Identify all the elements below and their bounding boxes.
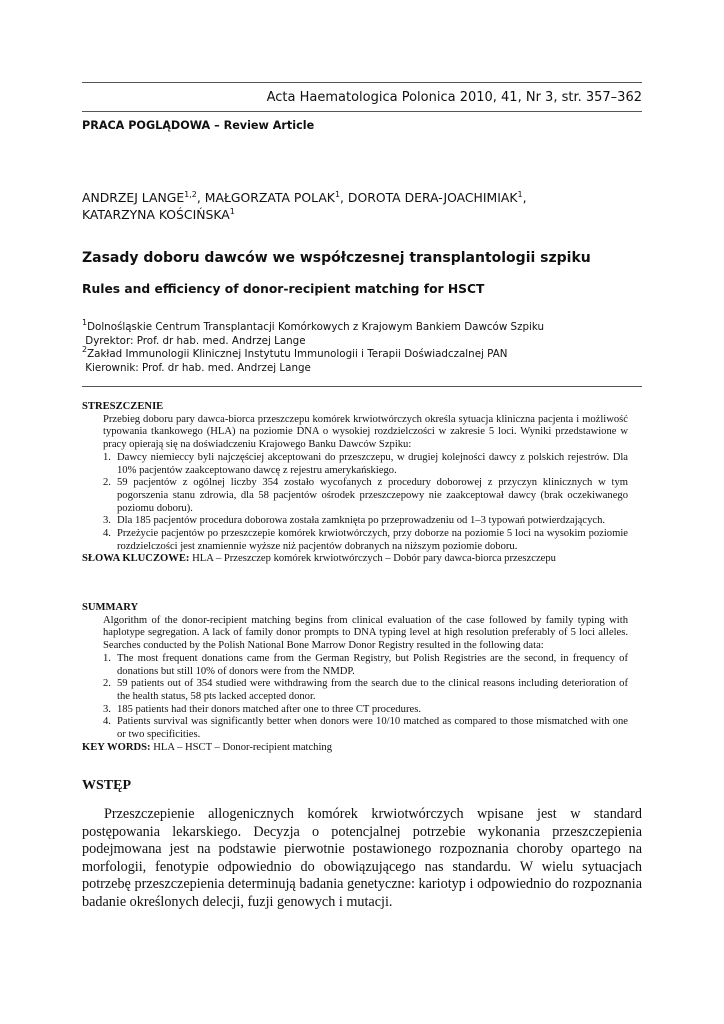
- list-item: [103, 528, 628, 553]
- affiliation-mark: 1: [82, 318, 88, 327]
- author-affiliation-mark: 1: [229, 206, 235, 216]
- header-rule: [82, 111, 642, 112]
- affiliation-mark: 2: [82, 345, 88, 355]
- body-paragraph: Przeszczepienie allogenicznych komórek krwiotwórczych wpisane jest w standard postępowania lekarskiego. Decyzja o potencjalnej potrzebie wykonania przeszczepienia podejmowana jest na podstawie pierwotnie postawionego rozpoznania choroby opartego na morfologii, fenotypie odpowiednio do obowiązującego nas standardu. W wielu sytuacjach potrzebę przeszczepienia determinują badania genetyczne: kariotyp i odpowiednio do rozpoznania badanie określonych delecji, fuzji genowych i mutacji.: [82, 806, 642, 910]
- list-text: Dla 185 pacjentów procedura doborowa została zamknięta po przeprowadzeniu od 1–3 typowań potwierdzających.: [117, 515, 606, 527]
- author-name: KATARZYNA KOŚCIŃSKA: [82, 206, 230, 222]
- author-affiliation-mark: 1: [334, 190, 341, 199]
- list-number: 2.: [103, 477, 111, 489]
- list-number: 1.: [103, 652, 111, 664]
- author-affiliation-mark: 1: [517, 190, 523, 199]
- author-affiliation-mark: 1,2: [184, 190, 197, 199]
- list-text: Przeżycie pacjentów po przeszczepie komórek krwiotwórczych, przy doborze na poziomie 5 loci na wysokim poziomie rozdzielczości jest znamiennie wyższe niż pacjentów dobranych na niższym poziomie doboru.: [117, 528, 628, 552]
- affiliation-name: Zakład Immunologii Klinicznej Instytutu Immunologii i Terapii Doświadczalnej PAN: [87, 348, 508, 361]
- affiliation-head: Kierownik: Prof. dr hab. med. Andrzej Lange: [82, 361, 311, 374]
- abstract-intro: Algorithm of the donor-recipient matching begins from clinical evaluation of the case followed by family typing with haplotype segregation. A lack of family donor prompts to DNA typing level at high resolution preferably of 5 loci alleles. Searches conducted by the Polish National Bone Marrow Donor Registry resulted in the following data:: [103, 614, 628, 652]
- list-text: Dawcy niemieccy byli najczęściej akceptowani do przeszczepu, w drugiej kolejności dawcy z polskich rejestrów. Dla 10% pacjentów zaakceptowano dawcę z rejestru amerykańskiego.: [117, 451, 628, 476]
- keywords-text: HLA – Przeszczep komórek krwiotwórczych – Dobór pary dawca-biorca przeszczepu: [189, 553, 556, 565]
- keywords-line: [82, 553, 628, 566]
- list-item: [103, 653, 628, 678]
- list-number: 4.: [103, 716, 111, 728]
- abstract-heading: SUMMARY: [82, 602, 139, 613]
- abstract-polish: [82, 401, 628, 566]
- abstract-intro: Przebieg doboru pary dawca-biorca przeszczepu komórek krwiotwórczych określa sytuacja kliniczna pacjenta i możliwość typowania tkankowego (HLA) na poziomie DNA o wysokiej rozdzielczości w zakresie 5 loci. Wyniki przedstawione w pracy opierają się na doświadczeniu Krajowego Banku Dawców Szpiku:: [103, 413, 628, 451]
- list-text: 59 pacjentów z ogólnej liczby 354 zostało wycofanych z procedury doborowej z przyczyn klinicznych w tym pogorszenia stanu zdrowia, dla 58 pacjentów ośrodek przeszczepowy nie zaakceptował dawcy (brak oczekiwanego poziomu doboru).: [117, 477, 628, 514]
- list-number: 3.: [103, 703, 111, 715]
- abstract-findings-list: [82, 452, 628, 554]
- list-number: 2.: [103, 678, 111, 690]
- affiliation-item: [82, 345, 642, 362]
- list-number: 1.: [103, 451, 111, 463]
- list-number: 4.: [103, 528, 111, 540]
- title-polish: Zasady doboru dawców we współczesnej transplantologii szpiku: [82, 250, 591, 266]
- author-name: MAŁGORZATA POLAK: [204, 190, 335, 205]
- author-name: ANDRZEJ LANGE: [82, 190, 185, 205]
- author-name: DOROTA DERA-JOACHIMIAK: [347, 190, 518, 205]
- keywords-text: HLA – HSCT – Donor-recipient matching: [150, 741, 333, 753]
- list-item: [103, 716, 628, 741]
- abstract-findings-list: [82, 653, 628, 742]
- keywords-label: SŁOWA KLUCZOWE:: [82, 553, 190, 565]
- affiliations: [82, 318, 642, 375]
- list-text: Patients survival was significantly better when donors were 10/10 matched as compared to those mismatched with one or two specificities.: [117, 716, 628, 741]
- top-rule: [82, 82, 642, 83]
- keywords-line: [82, 742, 628, 755]
- abstract-heading: STRESZCZENIE: [82, 401, 164, 412]
- section-heading: WSTĘP: [82, 778, 132, 793]
- list-item: [103, 678, 628, 703]
- keywords-label: KEY WORDS:: [82, 741, 151, 753]
- list-item: [103, 515, 628, 528]
- list-text: 185 patients had their donors matched after one to three CT procedures.: [117, 703, 421, 715]
- list-text: 59 patients out of 354 studied were withdrawing from the search due to the clinical reasons including deterioration of the health status, 58 pts lacked accepted donor.: [117, 678, 628, 702]
- affiliation-rule: [82, 386, 642, 387]
- affiliation-head: Dyrektor: Prof. dr hab. med. Andrzej Lange: [82, 334, 306, 347]
- list-item: [103, 452, 628, 477]
- affiliation-item: [82, 318, 642, 335]
- list-text: The most frequent donations came from the German Registry, but Polish Registries are the second, in frequency of donations but still 10% of donors were from the NMDP.: [117, 652, 628, 677]
- list-number: 3.: [103, 515, 111, 527]
- article-type: PRACA POGLĄDOWA – Review Article: [82, 119, 315, 132]
- author-list: ANDRZEJ LANGE$^{1,2}$, MAŁGORZATA POLAK$^1$, DOROTA DERA-JOACHIMIAK$^1$, KATARZYNA KOŚCIŃSKA$^1$: [82, 190, 527, 222]
- list-item: [103, 704, 628, 717]
- title-english: Rules and efficiency of donor-recipient matching for HSCT: [82, 282, 485, 296]
- list-item: [103, 477, 628, 515]
- affiliation-name: Dolnośląskie Centrum Transplantacji Komórkowych z Krajowym Bankiem Dawców Szpiku: [87, 321, 545, 333]
- journal-citation: Acta Haematologica Polonica 2010, 41, Nr 3, str. 357–362: [266, 90, 642, 105]
- abstract-english: [82, 602, 628, 754]
